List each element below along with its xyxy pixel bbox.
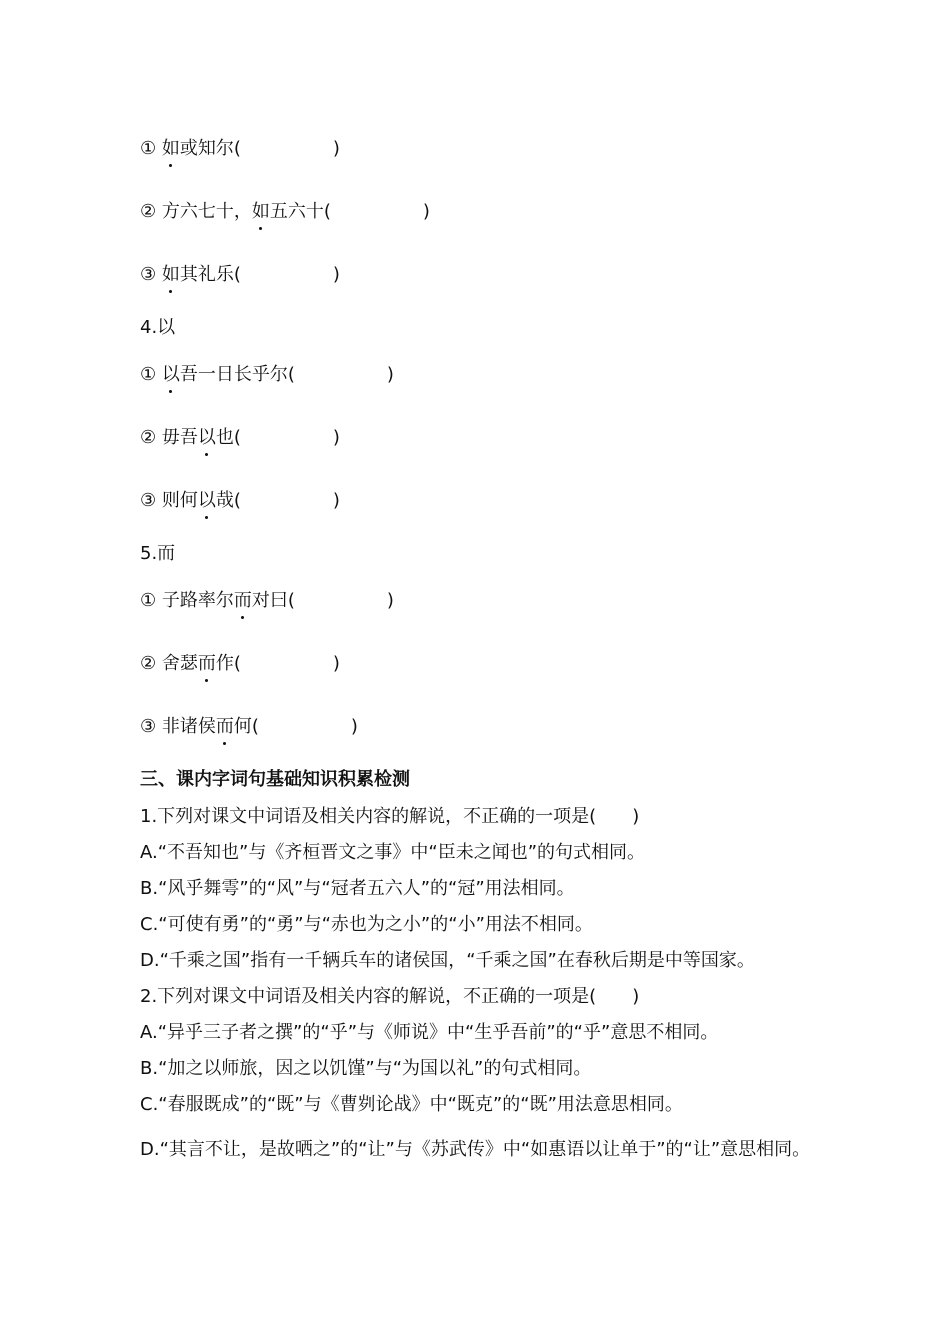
q2-option-d[interactable]: D.“其言不让，是故哂之”的“让”与《苏武传》中“如惠语以让单于”的“让”意思相同。 [140,1139,811,1160]
item-number: ② [140,653,157,674]
item-yi-1 [140,363,394,387]
item-text-pre: 则何 [161,490,198,511]
blank-close: ) [332,653,340,674]
item-yi-2 [140,426,340,450]
q1-option-a[interactable]: A.“不吾知也”与《齐桓晋文之事》中“臣未之闻也”的句式相同。 [140,842,646,863]
q2-stem: 2.下列对课文中词语及相关内容的解说，不正确的一项是( ) [140,986,640,1007]
q1-option-d[interactable]: D.“千乘之国”指有一千辆兵车的诸侯国，“千乘之国”在春秋后期是中等国家。 [140,950,755,971]
item-text-pre: 非诸侯 [161,716,216,737]
q2-option-a[interactable]: A.“异乎三子者之撰”的“乎”与《师说》中“生乎吾前”的“乎”意思不相同。 [140,1022,719,1043]
blank-close: ) [332,264,340,285]
blank-close: ) [332,490,340,511]
blank-close: ) [386,590,394,611]
item-number: ① [140,138,157,159]
section-title-yi: 4.以 [140,317,176,338]
dotted-character: 以 [197,490,216,511]
item-number: ① [140,364,157,385]
item-text-post: 其礼乐( [179,264,241,285]
q2-option-b[interactable]: B.“加之以师旅，因之以饥馑”与“为国以礼”的句式相同。 [140,1058,592,1079]
item-er-1 [140,589,394,613]
item-number: ① [140,590,157,611]
item-text-post: 哉( [215,490,241,511]
item-text-post: 对曰( [251,590,295,611]
section-title-er: 5.而 [140,543,176,564]
item-text-post: 吾一日长乎尔( [179,364,295,385]
item-yi-3 [140,489,340,513]
item-ru-3 [140,263,340,287]
q1-stem: 1.下列对课文中词语及相关内容的解说，不正确的一项是( ) [140,806,640,827]
item-number: ② [140,427,157,448]
item-number: ② [140,201,157,222]
blank-close: ) [332,427,340,448]
blank-close: ) [422,201,430,222]
item-text-pre: 方六七十， [161,201,252,222]
dotted-character: 以 [197,427,216,448]
dotted-character: 如 [161,138,180,159]
item-text-post: 作( [215,653,241,674]
item-text-pre: 毋吾 [161,427,198,448]
item-er-3 [140,715,358,739]
item-number: ③ [140,716,157,737]
dotted-character: 而 [197,653,216,674]
dotted-character: 而 [215,716,234,737]
item-text-post: 何( [233,716,259,737]
item-er-2 [140,652,340,676]
blank-close: ) [350,716,358,737]
dotted-character: 而 [233,590,252,611]
item-ru-2 [140,200,430,224]
item-number: ③ [140,490,157,511]
blank-close: ) [332,138,340,159]
item-text-pre: 舍瑟 [161,653,198,674]
item-text-post: 或知尔( [179,138,241,159]
dotted-character: 如 [161,264,180,285]
blank-close: ) [386,364,394,385]
q1-option-c[interactable]: C.“可使有勇”的“勇”与“赤也为之小”的“小”用法不相同。 [140,914,593,935]
q1-option-b[interactable]: B.“风乎舞雩”的“风”与“冠者五六人”的“冠”用法相同。 [140,878,575,899]
item-text-pre: 子路率尔 [161,590,234,611]
section-heading: 三、课内字词句基础知识积累检测 [140,769,410,790]
q2-option-c[interactable]: C.“春服既成”的“既”与《曹刿论战》中“既克”的“既”用法意思相同。 [140,1094,683,1115]
item-text-post: 也( [215,427,241,448]
dotted-character: 以 [161,364,180,385]
item-ru-1 [140,137,340,161]
item-number: ③ [140,264,157,285]
dotted-character: 如 [251,201,270,222]
item-text-post: 五六十( [269,201,331,222]
